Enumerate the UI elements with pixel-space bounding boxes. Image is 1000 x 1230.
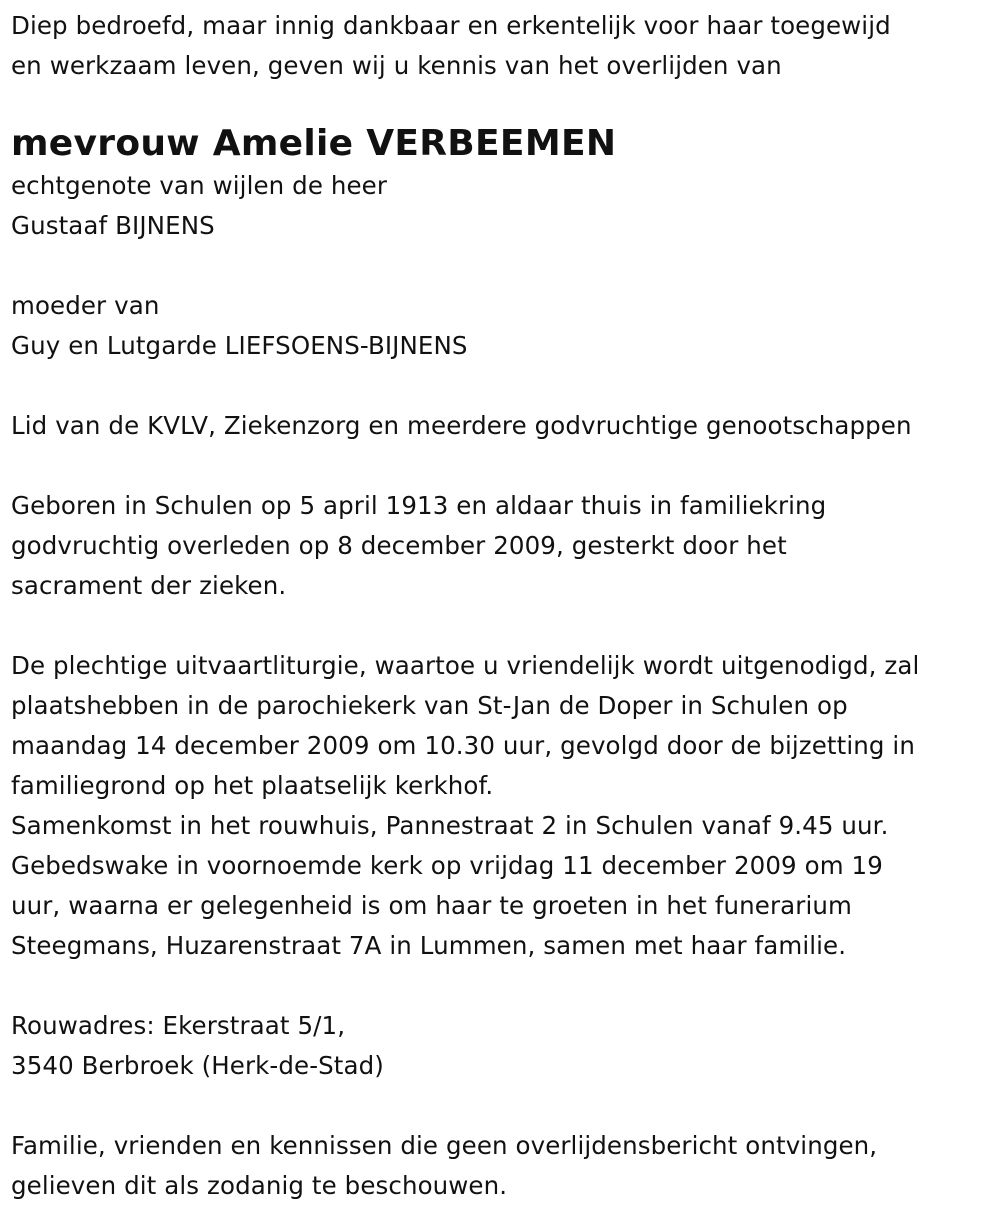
intro-line: en werkzaam leven, geven wij u kennis van het overlijden van: [11, 51, 782, 80]
vigil-line: Steegmans, Huzarenstraat 7A in Lummen, samen met haar familie.: [11, 931, 847, 960]
intro-line: Diep bedroefd, maar innig dankbaar en erkentelijk voor haar toegewijd: [11, 11, 891, 40]
paragraph-gap: [11, 246, 996, 286]
paragraph-gap: [11, 1086, 996, 1126]
gathering-line: Samenkomst in het rouwhuis, Pannestraat 2 in Schulen vanaf 9.45 uur.: [11, 811, 889, 840]
funeral-line: plaatshebben in de parochiekerk van St-Jan de Doper in Schulen op: [11, 691, 848, 720]
membership-block: [11, 406, 996, 446]
birth-death-paragraph: [11, 486, 996, 606]
paragraph-gap: [11, 366, 996, 406]
family-block: [11, 286, 996, 366]
vigil-line: uur, waarna er gelegenheid is om haar te groeten in het funerarium: [11, 891, 852, 920]
funeral-line: De plechtige uitvaartliturgie, waartoe u vriendelijk wordt uitgenodigd, zal: [11, 651, 920, 680]
closing-paragraph: [11, 1126, 996, 1206]
intro-paragraph: [11, 6, 996, 86]
paragraph-gap: [11, 606, 996, 646]
death-notice: [11, 6, 996, 1206]
deceased-block: [11, 122, 996, 246]
birth-death-line: sacrament der zieken.: [11, 571, 287, 600]
address-line: 3540 Berbroek (Herk-de-Stad): [11, 1051, 384, 1080]
paragraph-gap: [11, 966, 996, 1006]
birth-death-line: godvruchtig overleden op 8 december 2009, gesterkt door het: [11, 531, 787, 560]
family-line: moeder van: [11, 291, 160, 320]
vigil-line: Gebedswake in voornoemde kerk op vrijdag 11 december 2009 om 19: [11, 851, 883, 880]
closing-line: gelieven dit als zodanig te beschouwen.: [11, 1171, 508, 1200]
spouse-line: echtgenote van wijlen de heer: [11, 171, 388, 200]
address-line: Rouwadres: Ekerstraat 5/1,: [11, 1011, 346, 1040]
family-names: Guy en Lutgarde LIEFSOENS-BIJNENS: [11, 331, 468, 360]
membership-line: Lid van de KVLV, Ziekenzorg en meerdere godvruchtige genootschappen: [11, 411, 912, 440]
birth-death-line: Geboren in Schulen op 5 april 1913 en aldaar thuis in familiekring: [11, 491, 827, 520]
spouse-name: Gustaaf BIJNENS: [11, 211, 215, 240]
deceased-name: mevrouw Amelie VERBEEMEN: [11, 123, 617, 164]
funeral-paragraph: [11, 646, 996, 966]
funeral-line: familiegrond op het plaatselijk kerkhof.: [11, 771, 494, 800]
paragraph-gap: [11, 446, 996, 486]
closing-line: Familie, vrienden en kennissen die geen overlijdensbericht ontvingen,: [11, 1131, 878, 1160]
address-block: [11, 1006, 996, 1086]
funeral-line: maandag 14 december 2009 om 10.30 uur, gevolgd door de bijzetting in: [11, 731, 915, 760]
